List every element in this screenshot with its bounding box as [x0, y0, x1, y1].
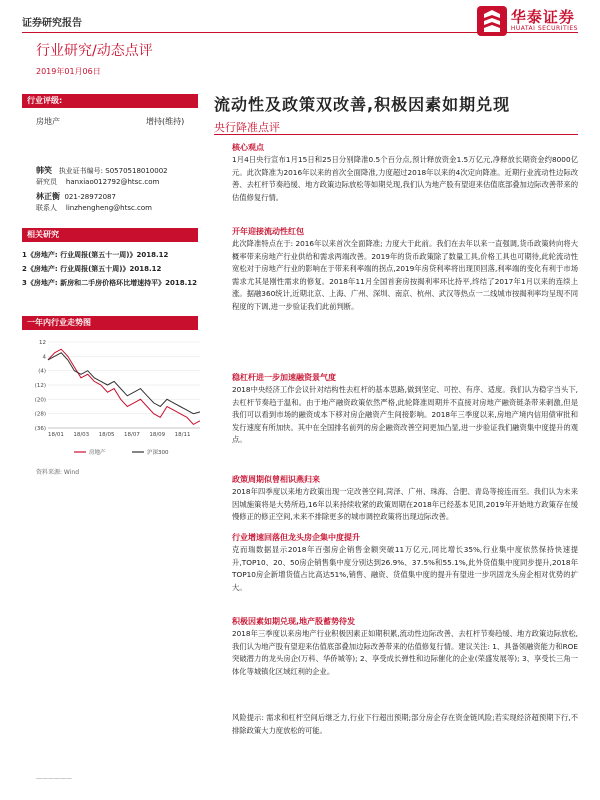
- y-tick-label: 12: [39, 340, 46, 346]
- chart-lines: [48, 349, 200, 424]
- report-date: 2019年01月06日: [36, 67, 101, 76]
- section-heading-policy: 政策周期似曾相识燕归来: [232, 475, 320, 484]
- report-category: 行业研究/动态点评: [36, 43, 153, 59]
- footer-note: ——————: [36, 775, 72, 782]
- analyst-email[interactable]: hanxiao012792@htsc.com: [65, 178, 160, 186]
- related-item-3[interactable]: 3《房地产: 新房和二手房价格环比增速持平》2018.12: [22, 279, 197, 287]
- section-text-core: 1月4日央行宣布1月15日和25日分别降准0.5个百分点,预计释放资金1.5万亿元,净释放长期资金约8000亿元。此次降准为2016年以来的首次全面降准,力度超过2018年以来的4次定向降准。近期行业流动性边际改善、去杠杆节奏趋缓、地方政策边际放松等如期兑现,我们认为地产股有望迎来估值底部叠加边际改善带来的估值修复行情。: [232, 155, 578, 202]
- x-tick-label: 18/05: [98, 432, 115, 438]
- contact-phone: 021-28972087: [64, 193, 116, 201]
- rating-value: 增持(维持): [146, 117, 185, 126]
- x-tick-label: 18/09: [149, 432, 166, 438]
- rating-heading: 行业评级:: [22, 94, 198, 108]
- chart-grid: [48, 342, 200, 428]
- chart-x-ticks: [48, 432, 191, 438]
- y-tick-label: (12): [34, 383, 46, 389]
- chart-legend: [74, 448, 169, 456]
- title-divider: [214, 134, 578, 135]
- y-tick-label: (28): [34, 411, 46, 418]
- section-text-concentration: 克而瑞数据显示2018年百强房企销售金额突破11万亿元,同比增长35%,行业集中度依然保持快速提升,TOP10、20、50房企销售集中度分别达到26.9%、37.5%和55.1%,此外货值集中度同步提升,2018年TOP10房企新增货值占比高达51%,销售、融资、货值集中度的提升有望进一步巩固龙头房企相对优势的扩大。: [232, 545, 578, 592]
- analyst-block-2: [36, 191, 206, 214]
- page-title: 流动性及政策双改善,积极因素如期兑现: [214, 95, 511, 114]
- analyst-role: 研究员: [36, 178, 57, 186]
- legend-label: 房地产: [89, 450, 106, 456]
- x-tick-label: 18/03: [73, 432, 90, 438]
- y-tick-label: 4: [42, 354, 46, 361]
- section-heading-leverage: 稳杠杆进一步加速融资景气度: [232, 373, 336, 382]
- section-heading-liquidity: 开年迎接流动性红包: [232, 227, 304, 236]
- contact-email[interactable]: linzhengheng@htsc.com: [65, 204, 153, 212]
- series-line-1: [48, 349, 200, 424]
- x-tick-label: 18/01: [48, 432, 64, 438]
- y-tick-label: (20): [34, 397, 46, 404]
- related-item-2[interactable]: 2《房地产: 行业周报(第五十周)》2018.12: [22, 265, 162, 273]
- y-tick-label: (4): [38, 368, 46, 375]
- section-heading-outlook: 积极因素如期兑现,地产股蓄势待发: [232, 617, 356, 626]
- chart-y-ticks: [35, 340, 47, 432]
- section-heading-core: 核心观点: [232, 143, 264, 152]
- report-type-label: 证券研究报告: [22, 18, 82, 29]
- risk-warning: 风险提示: 需求和杠杆空间后继乏力,行业下行超出预期;部分房企存在资金链风险;若实现经济超预期下行,不排除政策大力度放松的可能。: [232, 713, 578, 735]
- contact-name: 林正衡: [36, 192, 60, 201]
- rating-sector: 房地产: [36, 117, 60, 126]
- chart-source: 资料来源: Wind: [36, 469, 80, 476]
- section-text-liquidity: 此次降准特点在于: 2016年以来首次全面降准; 力度大于此前。我们在去年以来一直强调,货币政策转向将大概率带来房地产行业供给和需求两端改善。2019年的货币政策除了数量工具,价格工具也可期待,此轮流动性宽松对于房地产行业的影响在于带来利率端的拐点,2019年房贷利率将出现顶回落,利率端的变化有利于市场需求尤其是刚性需求的修复。2018年11月全国首套房按揭利率环比持平,终结了2017年1月以来的连续上涨。据融360统计,近期北京、上海、广州、深圳、南京、杭州、武汉等热点一二线城市按揭利率均呈现不同程度的下调,进一步验证我们此前判断。: [232, 239, 578, 311]
- header-divider: [22, 32, 578, 33]
- analyst-cert: S0570518010002: [105, 167, 168, 175]
- section-text-leverage: 2018中央经济工作会议针对结构性去杠杆的基本思路,做到坚定、可控、有序、适度。我们认为稳字当头下,去杠杆节奏趋于温和。由于地产融资政策依然严格,此轮降准周期并不直接对房地产融资链条带来刺激,但是我们可以看到市场的融资成本下移对房企融资产生间接影响。2018年三季度以来,房地产境内信用债审批和发行速度有所加快。其中在全国排名前列的房企融资改善空间更加凸显,进一步验证我们融资集中度提升的观点。: [232, 385, 578, 444]
- section-text-policy: 2018年四季度以来地方政策出现一定改善空间,菏泽、广州、珠海、合肥、青岛等接连而至。我们认为未来因城施策将是大势所趋,16年以来持续收紧的政策周期在2018年已经基本见顶,2019年开始地方政策存在缓慢修正的修正空间,未来不排除更多的城市调控政策将出现边际改善。: [232, 487, 578, 521]
- analyst-block-1: [36, 165, 206, 188]
- analyst-name: 韩笑: [36, 166, 52, 175]
- related-item-1[interactable]: 1《房地产: 行业周报(第五十一周)》2018.12: [22, 251, 169, 259]
- related-heading: 相关研究: [22, 228, 198, 242]
- logo-name-en: HUATAI SECURITIES: [510, 25, 578, 32]
- page-subtitle: 央行降准点评: [214, 121, 280, 134]
- logo-name-cn: 华泰证券: [510, 8, 575, 26]
- y-tick-label: (36): [34, 426, 46, 432]
- x-tick-label: 18/07: [124, 432, 140, 438]
- section-heading-concentration: 行业增速回落但龙头房企集中度提升: [232, 533, 360, 542]
- section-text-outlook: 2018年三季度以来房地产行业积极因素正如期积累,流动性边际改善、去杠杆节奏趋缓、地方政策边际放松,我们认为地产股有望迎来估值底部叠加边际改善带来的估值修复行情。建议关注: 1、具备领融资能力和ROE突破潜力的龙头房企(万科、华侨城等); 2、享受成长弹性和边际催化的企业(荣盛发展等); 3、享受长三角一体化等城镇化区域红利的企业。: [232, 629, 578, 676]
- legend-label: 沪深300: [147, 450, 169, 456]
- contact-role: 联系人: [36, 204, 57, 212]
- analyst-cert-label: 执业证书编号:: [58, 167, 104, 175]
- chart-heading: 一年内行业走势图: [22, 316, 198, 330]
- industry-trend-chart: [22, 336, 204, 466]
- x-tick-label: 18/11: [174, 432, 191, 438]
